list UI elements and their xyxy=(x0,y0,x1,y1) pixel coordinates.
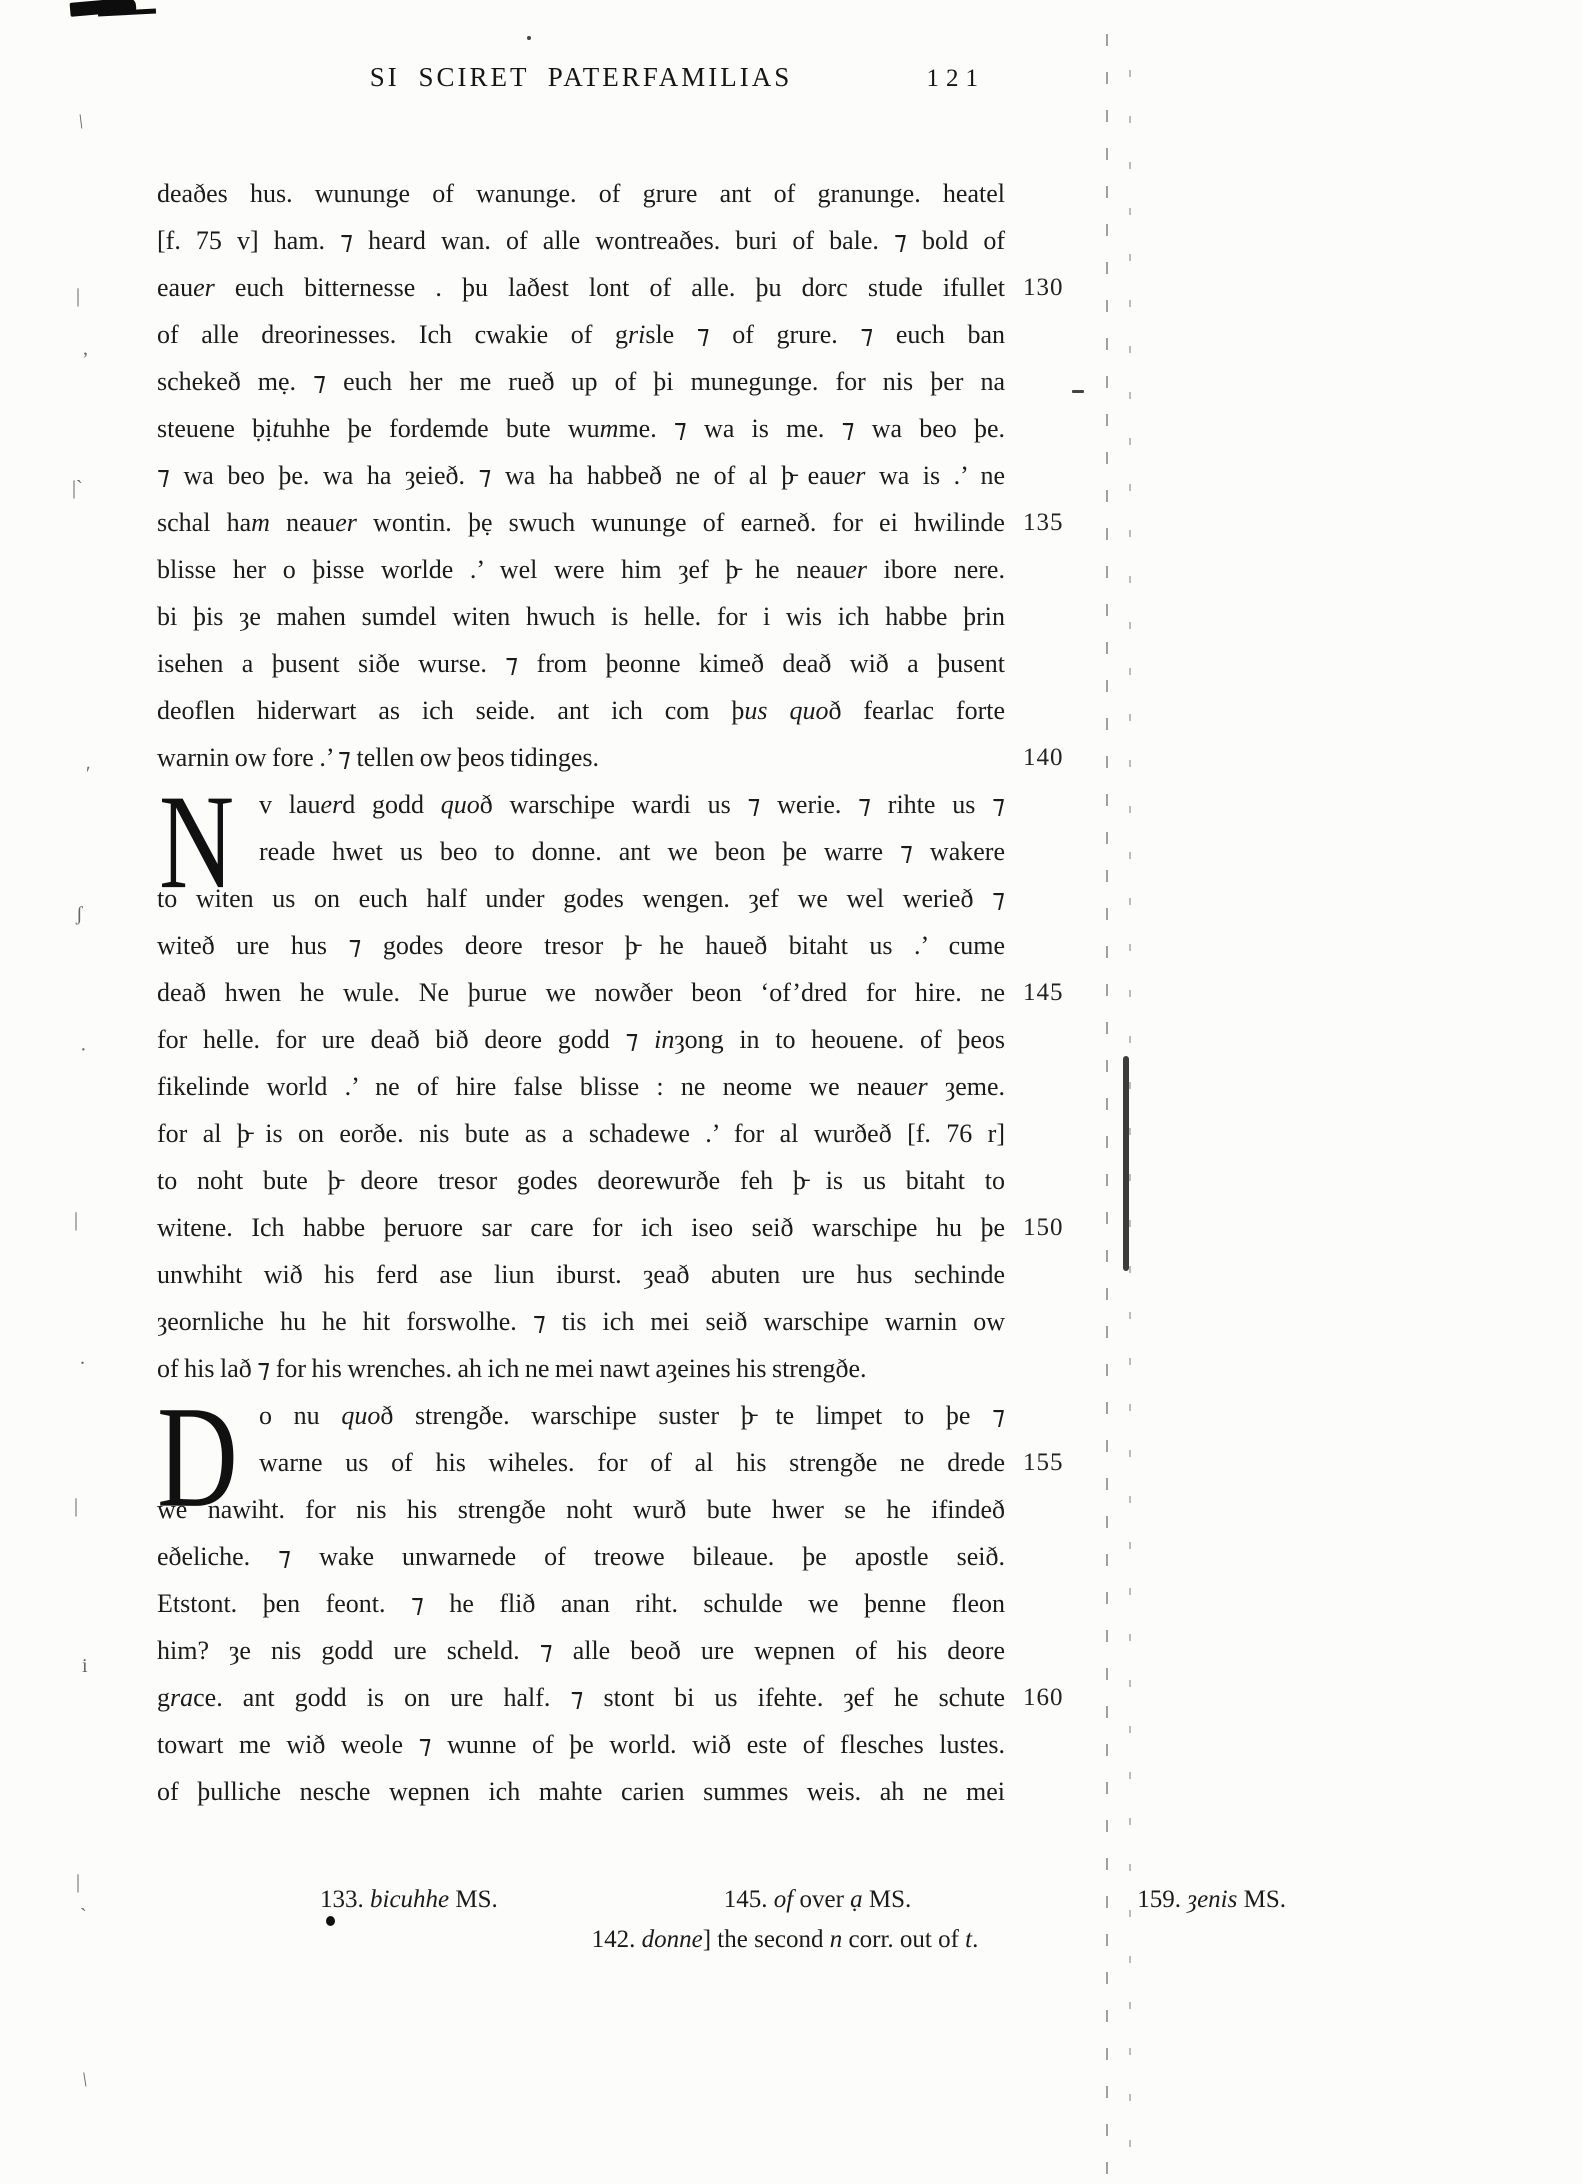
text-line: schal ham neauer wontin. þẹ swuch wununge of earneð. for ei hwilinde 135 xyxy=(157,499,1005,546)
text-line: warnin ow fore .’ ⁊ tellen ow þeos tidinges. 140 xyxy=(157,734,1005,781)
text-line: unwhiht wið his ferd ase liun iburst. ȝeað abuten ure hus sechinde xyxy=(157,1260,1005,1289)
text-line: deað hwen he wule. Ne þurue we nowðer beon ‘of’dred for hire. ne 145 xyxy=(157,969,1005,1016)
text-line: deaðes hus. wununge of wanunge. of grure ant of granunge. heatel xyxy=(157,179,1005,208)
footnote-entry: 145. of over ạ MS. xyxy=(723,1886,912,1913)
scan-artifact: ʃ xyxy=(76,903,83,925)
text-line: ⁊ wa beo þe. wa ha ȝeieð. ⁊ wa ha habbeð ne of al þ̵ eauer wa is .’ ne xyxy=(157,461,1005,490)
scan-artifact: · xyxy=(80,1039,87,1061)
page-header xyxy=(157,62,1005,106)
scan-artifact: \ xyxy=(80,2068,90,2092)
scan-artifact xyxy=(527,36,531,40)
running-title: SI SCIRET PATERFAMILIAS xyxy=(369,62,793,92)
text-line: eðeliche. ⁊ wake unwarnede of treowe bileaue. þe apostle seið. xyxy=(157,1542,1005,1571)
scan-artifact: \ xyxy=(75,110,86,134)
text-line: towart me wið weole ⁊ wunne of þe world. wið este of flesches lustes. xyxy=(157,1730,1005,1759)
text-line: [f. 75 v] ham. ⁊ heard wan. of alle wontreaðes. buri of bale. ⁊ bold of xyxy=(157,226,1005,255)
text-line: him? ȝe nis godd ure scheld. ⁊ alle beoð ure wepnen of his deore xyxy=(157,1636,1005,1665)
text-line: of þulliche nesche wepnen ich mahte carien summes weis. ah ne mei xyxy=(157,1777,1005,1806)
scan-artifact: ˋ xyxy=(80,1905,87,1927)
scan-artifact xyxy=(1129,70,1131,2184)
text-line: steuene ḅịtuhhe þe fordemde bute wumme. ⁊ wa is me. ⁊ wa beo þe. xyxy=(157,414,1005,443)
text-line: isehen a þusent siðe wurse. ⁊ from þeonne kimeð deað wið a þusent xyxy=(157,649,1005,678)
text-block xyxy=(157,170,1064,1815)
text-line: deoflen hiderwart as ich seide. ant ich com þus quoð fearlac forte xyxy=(157,696,1006,725)
text-line: D o nu quoð strengðe. warschipe suster þ̵ te limpet to þe ⁊ xyxy=(157,1376,1005,1539)
line-number: 130 xyxy=(1023,274,1064,301)
scan-artifact: ʼ xyxy=(82,349,89,371)
drop-cap: D xyxy=(157,1376,238,1539)
scan-artifact: | xyxy=(76,1871,81,1893)
scan-artifact: ʹ xyxy=(86,763,91,785)
text-line: to noht bute þ̵ deore tresor godes deorewurðe feh þ̵ is us bitaht to xyxy=(157,1166,1005,1195)
text-line: grace. ant godd is on ure half. ⁊ stont bi us ifehte. ȝef he schute 160 xyxy=(157,1674,1005,1721)
text-line: Etstont. þen feont. ⁊ he flið anan riht. schulde we þenne fleon xyxy=(157,1589,1005,1618)
scan-artifact xyxy=(1123,1056,1129,1271)
text-line: bi þis ȝe mahen sumdel witen hwuch is helle. for i wis ich habbe þrin xyxy=(157,602,1005,631)
text-line: for helle. for ure deað bið deore godd ⁊ inȝong in to heouene. of þeos xyxy=(157,1025,1006,1054)
text-line: eauer euch bitternesse . þu laðest lont of alle. þu dorc stude ifullet 130 xyxy=(157,264,1005,311)
scan-artifact xyxy=(98,8,156,16)
scan-artifact: . xyxy=(80,1347,85,1369)
text-line: witeð ure hus ⁊ godes deore tresor þ̵ he haueð bitaht us .’ cume xyxy=(157,931,1005,960)
text-line: to witen us on euch half under godes wengen. ȝef we wel werieð ⁊ xyxy=(157,884,1005,913)
scan-artifact: | xyxy=(74,1495,79,1517)
text-line: schekeð mẹ. ⁊ euch her me rueð up of þi munegunge. for nis þer na xyxy=(157,367,1005,396)
scan-artifact xyxy=(1072,390,1084,393)
page-number: 121 xyxy=(926,65,985,92)
line-number: 145 xyxy=(1023,979,1064,1006)
text-line: witene. Ich habbe þeruore sar care for ich iseo seið warschipe hu þe 150 xyxy=(157,1204,1005,1251)
scan-artifact: i xyxy=(82,1655,88,1677)
line-number: 140 xyxy=(1023,744,1064,771)
footnote-entry: 133. bicuhhe MS. xyxy=(320,1886,498,1913)
text-line: N v lauerd godd quoð warschipe wardi us ⁊ werie. ⁊ rihte us ⁊ xyxy=(159,767,1006,917)
text-line: we nawiht. for nis his strengðe noht wurð bute hwer se he ifindeð xyxy=(157,1495,1005,1524)
footnote-row: 142. donne] the second n corr. out of t. xyxy=(591,1926,979,1953)
line-number: 150 xyxy=(1023,1214,1064,1241)
text-line: of his lað ⁊ for his wrenches. ah ich ne mei nawt aȝeines his strengðe. xyxy=(157,1354,867,1383)
scan-artifact: | xyxy=(76,285,81,307)
scan-artifact: | xyxy=(74,1209,79,1231)
footnote-row xyxy=(320,1886,1286,1914)
scan-artifact xyxy=(70,0,137,17)
footnote-entry: 159. ȝenis MS. xyxy=(1137,1886,1286,1913)
drop-cap: N xyxy=(159,767,235,917)
line-number: 135 xyxy=(1023,509,1064,536)
scan-artifact xyxy=(1106,34,1108,2184)
text-line: for al þ̵ is on eorðe. nis bute as a schadewe .’ for al wurðeð [f. 76 r] xyxy=(157,1119,1005,1148)
text-line: blisse her o þisse worlde .’ wel were him ȝef þ̵ he neauer ibore nere. xyxy=(157,555,1005,584)
text-line: of alle dreorinesses. Ich cwakie of grisle ⁊ of grure. ⁊ euch ban xyxy=(157,320,1005,349)
scan-artifact: |ˋ xyxy=(72,477,83,499)
line-number: 160 xyxy=(1023,1684,1064,1711)
text-line: ȝeornliche hu he hit forswolhe. ⁊ tis ich mei seið warschipe warnin ow xyxy=(157,1307,1005,1336)
text-line: warne us of his wiheles. for of al his strengðe ne drede 155 xyxy=(157,1439,1005,1486)
text-line: fikelinde world .’ ne of hire false blisse : ne neome we neauer ȝeme. xyxy=(157,1072,1006,1101)
text-line: reade hwet us beo to donne. ant we beon þe warre ⁊ wakere xyxy=(259,837,1005,866)
footnotes xyxy=(320,1886,1286,1954)
line-number: 155 xyxy=(1023,1449,1064,1476)
